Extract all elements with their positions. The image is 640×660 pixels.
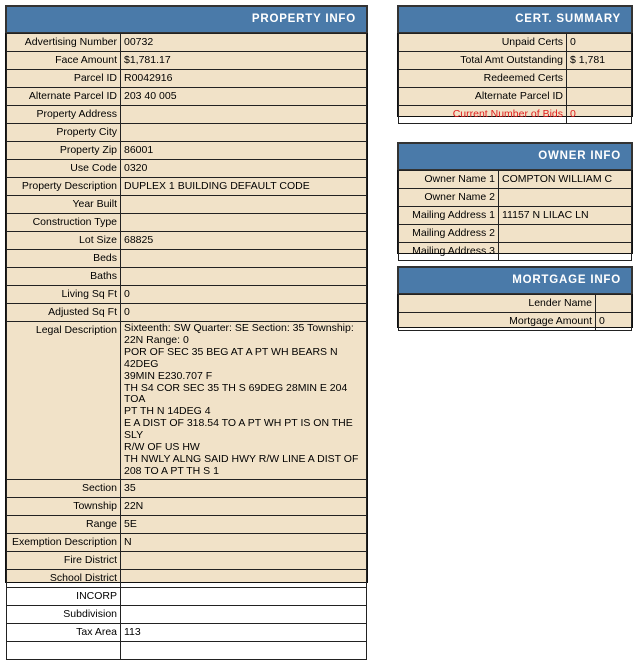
table-row bbox=[7, 268, 367, 286]
redeemed-certs-value bbox=[567, 70, 632, 88]
field-label: Mailing Address 3 bbox=[399, 243, 499, 261]
table-row bbox=[7, 160, 367, 178]
legal-description-value bbox=[121, 322, 367, 480]
table-row bbox=[7, 106, 367, 124]
field-label: Unpaid Certs bbox=[399, 34, 567, 52]
field-label: Subdivision bbox=[7, 605, 121, 623]
exemption-description-value: N bbox=[121, 533, 367, 551]
property-info-panel bbox=[5, 5, 368, 638]
property-description-value: DUPLEX 1 BUILDING DEFAULT CODE bbox=[121, 178, 367, 196]
table-row bbox=[399, 243, 632, 261]
advertising-number-value: 00732 bbox=[121, 34, 367, 52]
table-row bbox=[7, 142, 367, 160]
table-row bbox=[399, 106, 632, 124]
table-row bbox=[399, 189, 632, 207]
range-value: 5E bbox=[121, 515, 367, 533]
field-label: Tax Area bbox=[7, 623, 121, 641]
subdivision-value bbox=[121, 605, 367, 623]
table-row bbox=[399, 70, 632, 88]
table-row bbox=[7, 232, 367, 250]
legal-line: TH NWLY ALNG SAID HWY R/W LINE A DIST OF bbox=[124, 452, 359, 465]
field-label: Range bbox=[7, 515, 121, 533]
table-row bbox=[7, 569, 367, 587]
construction-type-value bbox=[121, 214, 367, 232]
unpaid-certs-value: 0 bbox=[567, 34, 632, 52]
field-label: Property Description bbox=[7, 178, 121, 196]
legal-line: PT TH N 14DEG 4 bbox=[124, 405, 211, 418]
table-row bbox=[7, 623, 367, 641]
table-row bbox=[7, 250, 367, 268]
legal-line: TH S4 COR SEC 35 TH S 69DEG 28MIN E 204 TOA bbox=[124, 381, 348, 406]
table-row bbox=[7, 196, 367, 214]
use-code-value: 0320 bbox=[121, 160, 367, 178]
legal-line: R/W OF US HW bbox=[124, 441, 200, 454]
owner-info-panel bbox=[397, 142, 633, 257]
table-row bbox=[7, 178, 367, 196]
table-row bbox=[399, 34, 632, 52]
legal-line: 208 TO A PT TH S 1 bbox=[124, 464, 219, 477]
table-row bbox=[7, 124, 367, 142]
table-row bbox=[7, 497, 367, 515]
table-row bbox=[399, 313, 632, 331]
mailing-address-3-value bbox=[499, 243, 632, 261]
table-row bbox=[7, 641, 367, 659]
table-row bbox=[399, 295, 632, 313]
mailing-address-1-value: 11157 N LILAC LN bbox=[499, 207, 632, 225]
tax-area-value: 113 bbox=[121, 623, 367, 641]
alternate-parcel-id-value bbox=[567, 88, 632, 106]
parcel-id-value: R0042916 bbox=[121, 70, 367, 88]
field-label: Beds bbox=[7, 250, 121, 268]
field-label: Owner Name 2 bbox=[399, 189, 499, 207]
adjusted-sq-ft-value: 0 bbox=[121, 304, 367, 322]
table-row bbox=[7, 52, 367, 70]
field-label: Alternate Parcel ID bbox=[399, 88, 567, 106]
lender-name-value bbox=[596, 295, 632, 313]
property-info-table bbox=[6, 33, 367, 660]
field-label: Redeemed Certs bbox=[399, 70, 567, 88]
property-city-value bbox=[121, 124, 367, 142]
field-label: Legal Description bbox=[7, 322, 121, 480]
legal-line: Sixteenth: SW Quarter: SE Section: 35 Township: bbox=[124, 322, 354, 334]
field-label: Fire District bbox=[7, 551, 121, 569]
field-label: Lot Size bbox=[7, 232, 121, 250]
legal-line: POR OF SEC 35 BEG AT A PT WH BEARS N 42DEG bbox=[124, 345, 338, 370]
owner-name-2-value bbox=[499, 189, 632, 207]
table-row bbox=[7, 214, 367, 232]
field-label: Use Code bbox=[7, 160, 121, 178]
owner-name-1-value: COMPTON WILLIAM C bbox=[499, 171, 632, 189]
table-row bbox=[7, 587, 367, 605]
table-row bbox=[7, 286, 367, 304]
incorp-value bbox=[121, 587, 367, 605]
owner-info-table bbox=[398, 170, 632, 261]
field-label: Mortgage Amount bbox=[399, 313, 596, 331]
field-label: Township bbox=[7, 497, 121, 515]
field-label: Current Number of Bids bbox=[399, 106, 567, 124]
table-row bbox=[7, 322, 367, 480]
property-info-title: PROPERTY INFO bbox=[5, 5, 368, 33]
field-label: Section bbox=[7, 479, 121, 497]
field-label: Exemption Description bbox=[7, 533, 121, 551]
face-amount-value: $1,781.17 bbox=[121, 52, 367, 70]
cert-summary-title: CERT. SUMMARY bbox=[397, 5, 633, 33]
field-label: Property City bbox=[7, 124, 121, 142]
field-label: Total Amt Outstanding bbox=[399, 52, 567, 70]
table-row bbox=[7, 479, 367, 497]
table-row bbox=[7, 605, 367, 623]
table-row bbox=[7, 304, 367, 322]
field-label: INCORP bbox=[7, 587, 121, 605]
field-label: Alternate Parcel ID bbox=[7, 88, 121, 106]
total-amt-outstanding-value: $ 1,781 bbox=[567, 52, 632, 70]
table-row bbox=[7, 533, 367, 551]
table-row bbox=[7, 515, 367, 533]
table-row bbox=[399, 88, 632, 106]
legal-line: E A DIST OF 318.54 TO A PT WH PT IS ON THE SLY bbox=[124, 417, 353, 442]
field-label: Mailing Address 2 bbox=[399, 225, 499, 243]
year-built-value bbox=[121, 196, 367, 214]
field-label: Living Sq Ft bbox=[7, 286, 121, 304]
legal-line: 39MIN E230.707 F bbox=[124, 369, 213, 382]
table-row bbox=[7, 551, 367, 569]
current-number-of-bids-value: 0 bbox=[567, 106, 632, 124]
owner-info-title: OWNER INFO bbox=[397, 142, 633, 170]
property-zip-value: 86001 bbox=[121, 142, 367, 160]
field-label: Baths bbox=[7, 268, 121, 286]
fire-district-value bbox=[121, 551, 367, 569]
mailing-address-2-value bbox=[499, 225, 632, 243]
table-row bbox=[399, 207, 632, 225]
living-sq-ft-value: 0 bbox=[121, 286, 367, 304]
table-row bbox=[399, 225, 632, 243]
table-row bbox=[7, 88, 367, 106]
table-row bbox=[7, 34, 367, 52]
field-label: Advertising Number bbox=[7, 34, 121, 52]
cert-summary-table bbox=[398, 33, 632, 124]
school-district-value bbox=[121, 569, 367, 587]
section-value: 35 bbox=[121, 479, 367, 497]
table-row bbox=[399, 52, 632, 70]
cert-summary-panel bbox=[397, 5, 633, 120]
mortgage-info-table bbox=[398, 294, 632, 331]
field-label: Parcel ID bbox=[7, 70, 121, 88]
mortgage-amount-value: 0 bbox=[596, 313, 632, 331]
baths-value bbox=[121, 268, 367, 286]
field-label: Mailing Address 1 bbox=[399, 207, 499, 225]
alternate-parcel-id-value: 203 40 005 bbox=[121, 88, 367, 106]
field-label: Lender Name bbox=[399, 295, 596, 313]
field-label: Face Amount bbox=[7, 52, 121, 70]
field-label: Adjusted Sq Ft bbox=[7, 304, 121, 322]
mortgage-info-title: MORTGAGE INFO bbox=[397, 266, 633, 294]
field-label: Property Zip bbox=[7, 142, 121, 160]
field-label: School District bbox=[7, 569, 121, 587]
field-label: Property Address bbox=[7, 106, 121, 124]
beds-value bbox=[121, 250, 367, 268]
mortgage-info-panel bbox=[397, 266, 633, 328]
table-row bbox=[7, 70, 367, 88]
field-label: Year Built bbox=[7, 196, 121, 214]
field-label: Owner Name 1 bbox=[399, 171, 499, 189]
table-row bbox=[399, 171, 632, 189]
property-address-value bbox=[121, 106, 367, 124]
legal-line: 22N Range: 0 bbox=[124, 333, 189, 346]
field-label: Construction Type bbox=[7, 214, 121, 232]
township-value: 22N bbox=[121, 497, 367, 515]
lot-size-value: 68825 bbox=[121, 232, 367, 250]
